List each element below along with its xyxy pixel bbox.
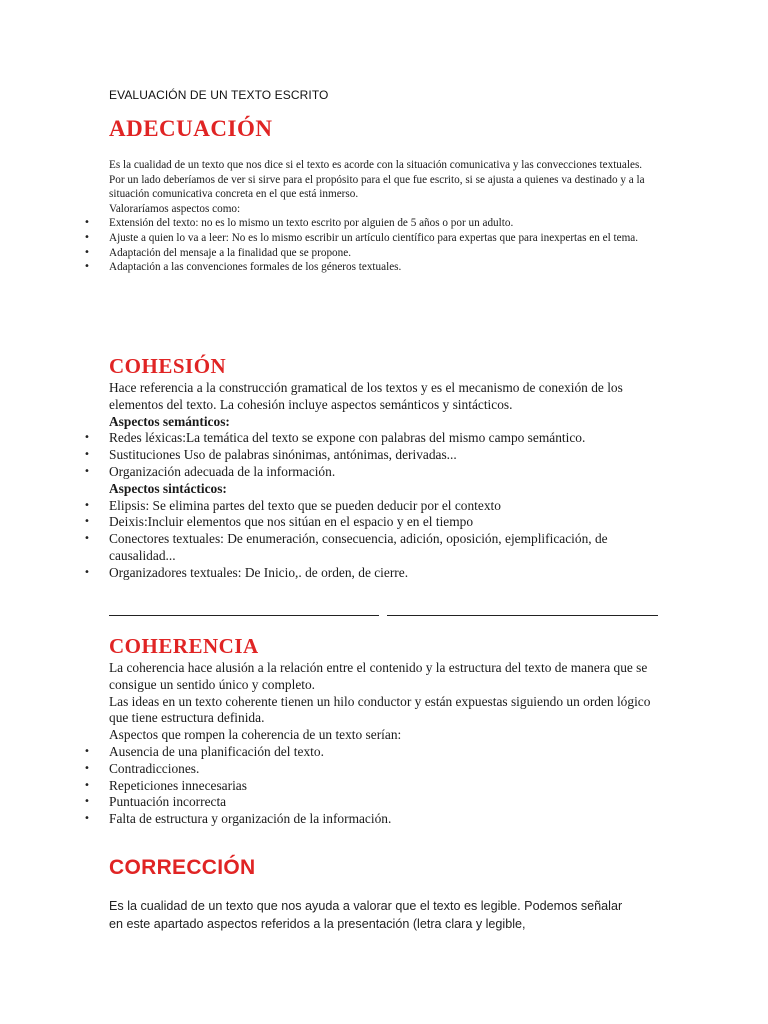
semantic-list: [109, 430, 669, 480]
list-item: • Adaptación del mensaje a la finalidad que se propone.: [109, 246, 669, 261]
list-item: • Redes léxicas:La temática del texto se expone con palabras del mismo campo semántico.: [109, 430, 669, 447]
list-item: • Deixis:Incluir elementos que nos sitúan en el espacio y en el tiempo: [109, 514, 669, 531]
adecuacion-paragraph: Valoraríamos aspectos como:: [109, 202, 241, 215]
section-coherencia: [109, 660, 669, 828]
section-adecuacion: [109, 158, 669, 275]
list-item: • Ausencia de una planificación del texto.: [109, 744, 669, 761]
coherencia-paragraph: Aspectos que rompen la coherencia de un texto serían:: [109, 727, 402, 743]
correccion-paragraph: Es la cualidad de un texto que nos ayuda a valorar que el texto es legible. Podemos señalar en este apartado aspectos referidos a la presentación (letra clara y legible,: [109, 899, 623, 931]
adecuacion-paragraph: Es la cualidad de un texto que nos dice si el texto es acorde con la situación comunicativa y las convecciones textuales.: [109, 159, 643, 171]
list-item: • Falta de estructura y organización de la información.: [109, 811, 669, 828]
heading-coherencia: COHERENCIA: [109, 634, 259, 658]
list-item: • Elipsis: Se elimina partes del texto que se pueden deducir por el contexto: [109, 498, 669, 515]
list-item: • Organizadores textuales: De Inicio,. de orden, de cierre.: [109, 565, 669, 582]
list-item: • Sustituciones Uso de palabras sinónimas, antónimas, derivadas...: [109, 447, 669, 464]
list-item: • Ajuste a quien lo va a leer: No es lo mismo escribir un artículo científico para expertas que para inexpertas en el tema.: [109, 231, 669, 246]
list-item: • Contradicciones.: [109, 761, 669, 778]
list-item: • Extensión del texto: no es lo mismo un texto escrito por alguien de 5 años o por un adulto.: [109, 216, 669, 231]
coherencia-paragraph: La coherencia hace alusión a la relación entre el contenido y la estructura del texto de manera que se consigue un sentido único y completo.: [109, 660, 648, 692]
list-item: • Repeticiones innecesarias: [109, 778, 669, 795]
heading-correccion: CORRECCIÓN: [109, 856, 256, 879]
underline-left: [109, 615, 379, 616]
adecuacion-list: [109, 216, 669, 274]
cohesion-intro: Hace referencia a la construcción gramatical de los textos y es el mecanismo de conexión de los elementos del texto. La cohesión incluye aspectos semánticos y sintácticos.: [109, 380, 623, 412]
heading-adecuacion: ADECUACIÓN: [109, 116, 273, 141]
list-item: • Adaptación a las convenciones formales de los géneros textuales.: [109, 260, 669, 275]
heading-cohesion: COHESIÓN: [109, 354, 227, 378]
adecuacion-paragraph: Por un lado deberíamos de ver si sirve para el propósito para el que fue escrito, si se ajusta a quienes va destinado y a la situación comunicativa concreta en el que está inmerso.: [109, 173, 645, 201]
list-item: • Conectores textuales: De enumeración, consecuencia, adición, oposición, ejemplificación, de causalidad...: [109, 531, 669, 565]
coherencia-paragraph: Las ideas en un texto coherente tienen un hilo conductor y están expuestas siguiendo un orden lógico que tiene estructura definida.: [109, 693, 651, 726]
underline-right: [387, 615, 658, 616]
syntactic-aspects-label: Aspectos sintácticos:: [109, 480, 227, 496]
document-title: EVALUACIÓN DE UN TEXTO ESCRITO: [109, 88, 329, 102]
section-correccion: [109, 898, 629, 933]
list-item: • Puntuación incorrecta: [109, 794, 669, 811]
semantic-aspects-label: Aspectos semánticos:: [109, 413, 230, 429]
section-cohesion: [109, 380, 669, 582]
coherencia-list: [109, 744, 669, 828]
list-item: • Organización adecuada de la información.: [109, 464, 669, 481]
syntactic-list: [109, 498, 669, 582]
